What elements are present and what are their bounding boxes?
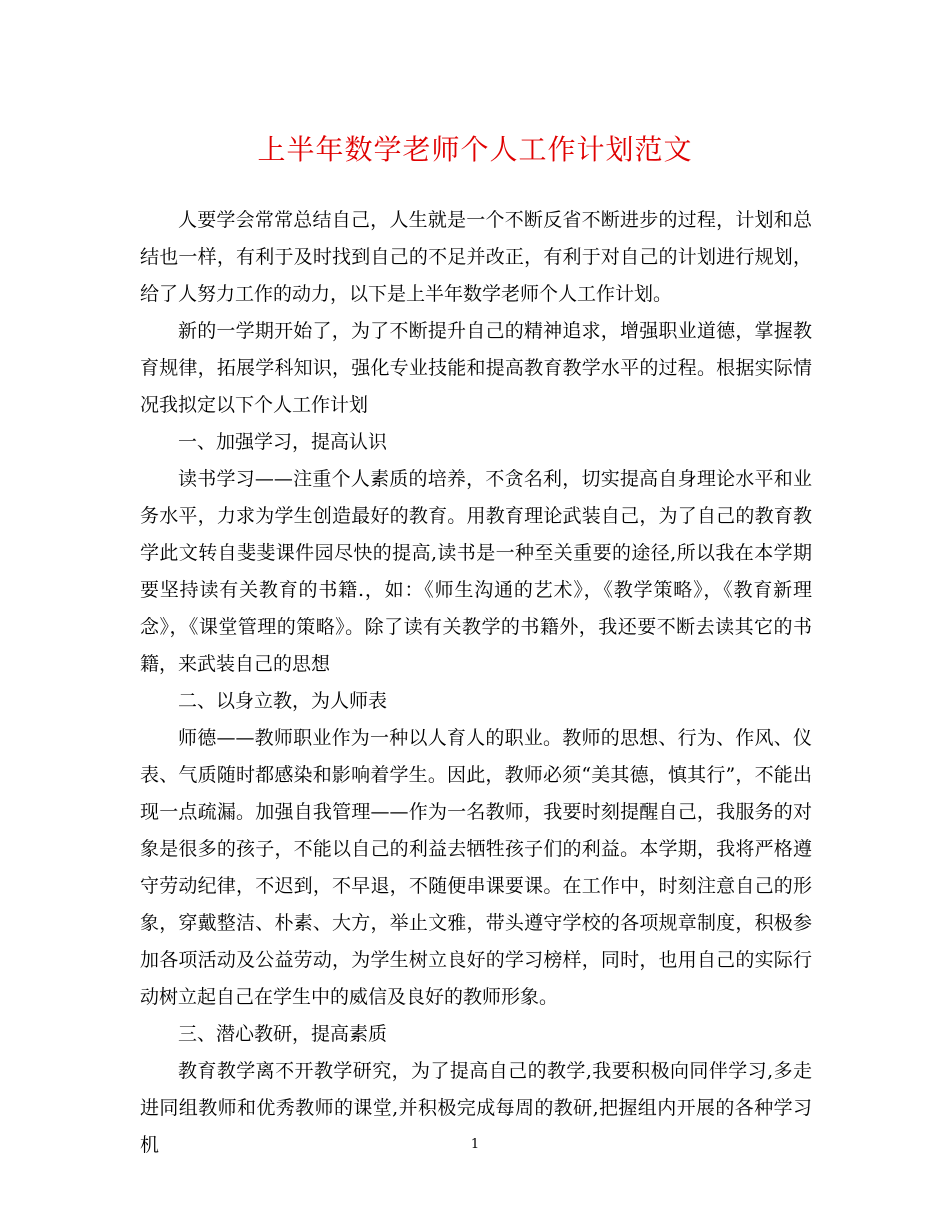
document-title: 上半年数学老师个人工作计划范文	[257, 133, 693, 166]
page-number: 1	[470, 1137, 480, 1152]
section-heading-1: 一、加强学习，提高认识	[178, 431, 388, 453]
plan-paragraph: 新的一学期开始了，为了不断提升自己的精神追求，增强职业道德，掌握教育规律，拓展学科知识，强化专业技能和提高教育教学水平的过程。根据实际情况我拟定以下个人工作计划	[140, 320, 812, 416]
research-paragraph: 教育教学离不开教学研究，为了提高自己的教学,我要积极向同伴学习,多走进同组教师和优秀教师的课堂,并积极完成每周的教研,把握组内开展的各种学习机	[140, 1060, 812, 1156]
reading-paragraph: 读书学习——注重个人素质的培养，不贪名利，切实提高自身理论水平和业务水平，力求为学生创造最好的教育。用教育理论武装自己，为了自己的教育教学此文转自斐斐课件园尽快的提高,读书是一种至关重要的途径,所以我在本学期要坚持读有关教育的书籍.，如：《师生沟通的艺术》，《教学策略》，《教育新理念》，《课堂管理的策略》。除了读有关教学的书籍外，我还要不断去读其它的书籍，来武装自己的思想	[140, 468, 812, 675]
document-body	[140, 202, 812, 1164]
intro-paragraph: 人要学会常常总结自己，人生就是一个不断反省不断进步的过程，计划和总结也一样，有利于及时找到自己的不足并改正，有利于对自己的计划进行规划，给了人努力工作的动力，以下是上半年数学老师个人工作计划。	[140, 209, 812, 305]
ethics-paragraph: 师德——教师职业作为一种以人育人的职业。教师的思想、行为、作风、仪表、气质随时都感染和影响着学生。因此，教师必须“美其德，慎其行”，不能出现一点疏漏。加强自我管理——作为一名教师，我要时刻提醒自己，我服务的对象是很多的孩子，不能以自己的利益去牺牲孩子们的利益。本学期，我将严格遵守劳动纪律，不迟到，不早退，不随便串课要课。在工作中，时刻注意自己的形象，穿戴整洁、朴素、大方，举止文雅，带头遵守学校的各项规章制度，积极参加各项活动及公益劳动，为学生树立良好的学习榜样，同时，也用自己的实际行动树立起自己在学生中的威信及良好的教师形象。	[140, 727, 812, 1008]
section-heading-3: 三、潜心教研，提高素质	[178, 1023, 388, 1045]
section-heading-2: 二、以身立教，为人师表	[178, 690, 388, 712]
